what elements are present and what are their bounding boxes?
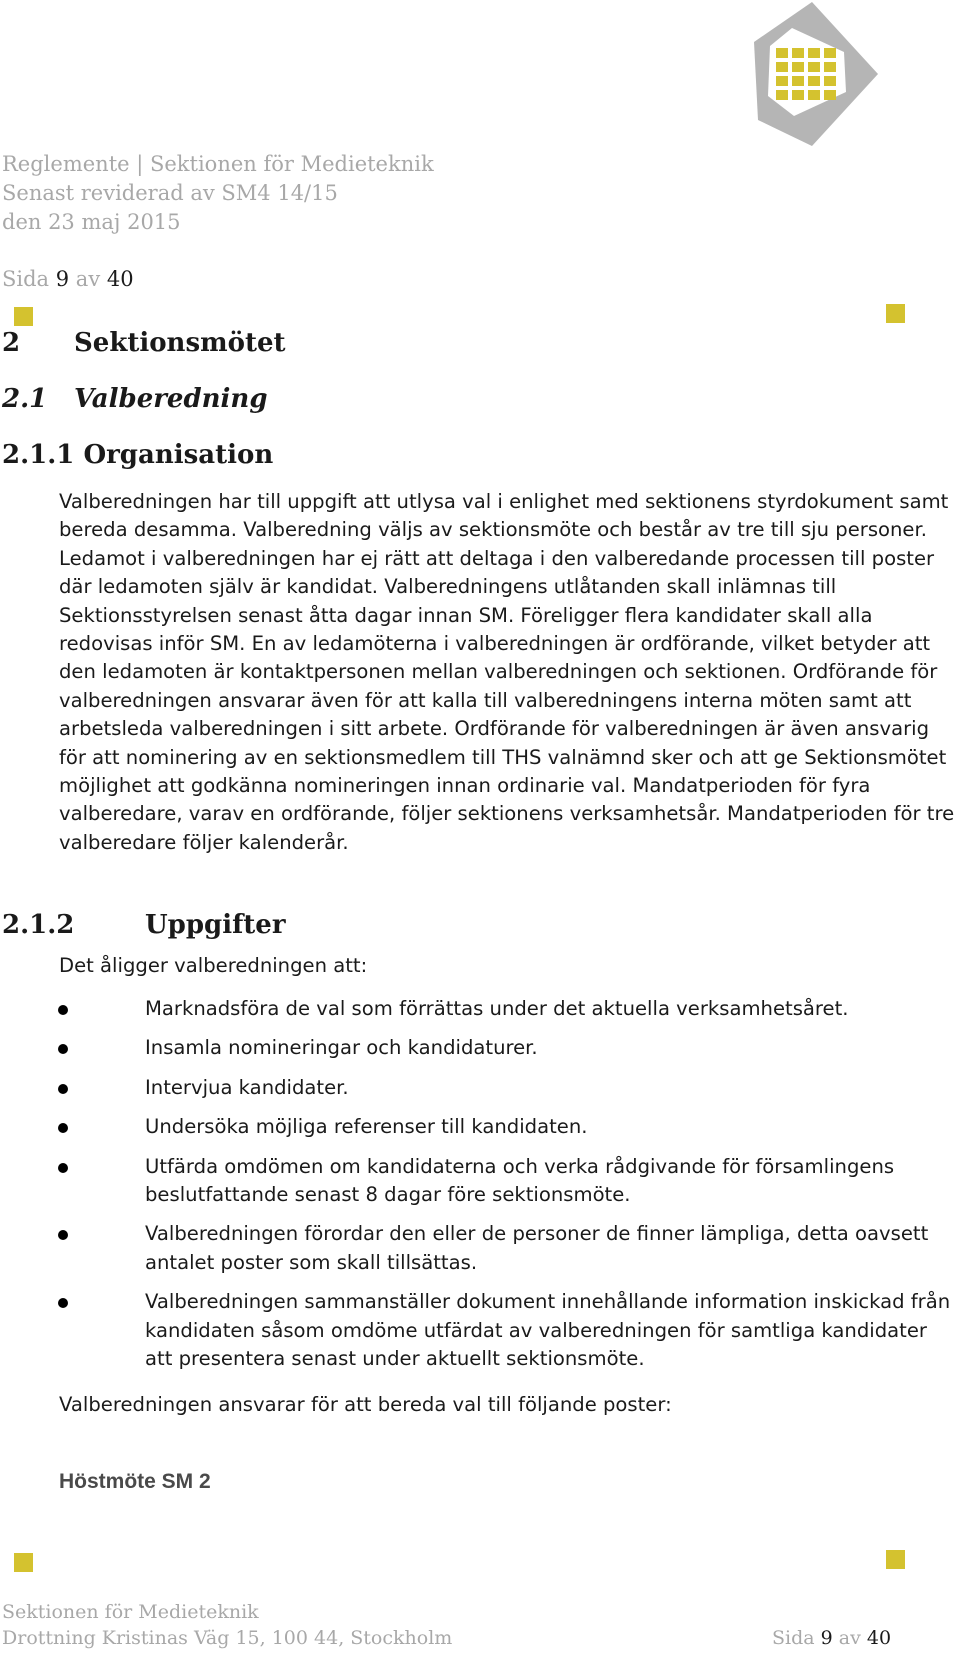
footer-page-number: [772, 1625, 891, 1651]
heading-level3-title: Organisation: [83, 440, 274, 470]
heading-level2-title: Valberedning: [74, 384, 268, 414]
heading-level1-title: Sektionsmötet: [74, 328, 286, 358]
organisation-paragraph: Valberedningen har till uppgift att utlysa val i enlighet med sektionens styrdokument samt bereda desamma. Valberedning väljs av sektionsmöte och består av tre till sju personer. Ledamot i valberedningen har ej rätt att deltaga i den valberedande processen till poster där ledamoten själv är kandidat. Valberedningens utlåtanden skall inlämnas till Sektionsstyrelsen senast åtta dagar innan SM. Föreligger flera kandidater skall alla redovisas inför SM. En av ledamöterna i valberedningen är ordförande, vilket betyder att den ledamoten är kontaktpersonen mellan valberedningen och sektionen. Ordförande för valberedningen ansvarar även för att kalla till valberedningens interna möten samt att arbetsleda valberedningen i sitt arbete. Ordförande för valberedningen är även ansvarig för att nominering av en sektionsmedlem till THS valnämnd sker och att ge Sektionsmötet möjlighet att godkänna nomineringen innan ordinarie val. Mandatperioden för fyra valberedare, varav en ordförande, följer sektionens verksamhetsår. Mandatperioden för tre valberedare följer kalenderår.: [59, 490, 955, 854]
heading-level3-uppgifter: [2, 910, 286, 940]
list-item: [0, 1074, 960, 1102]
page-prefix: Sida: [2, 267, 56, 291]
page-total: 40: [106, 267, 134, 291]
uppgifter-closing: Valberedningen ansvarar för att bereda val till följande poster:: [59, 1393, 672, 1416]
page-separator: av: [69, 267, 107, 291]
header-page-number: [2, 264, 134, 294]
footer-org: Sektionen för Medieteknik: [2, 1601, 259, 1623]
bullet-icon: [58, 1298, 68, 1308]
list-item: [0, 1288, 960, 1373]
list-item: [0, 1034, 960, 1062]
bullet-icon: [58, 1230, 68, 1240]
bullet-icon: [58, 1005, 68, 1015]
footer-page-prefix: Sida: [772, 1627, 821, 1649]
page-current: 9: [55, 267, 70, 291]
list-item: [0, 1220, 960, 1277]
footer-page-separator: av: [832, 1627, 867, 1649]
list-item-text: Utfärda omdömen om kandidaterna och verka rådgivande för församlingens beslutfattande senast 8 dagar före sektionsmöte.: [145, 1154, 895, 1207]
heading-level3-organisation: [2, 440, 273, 470]
footer-address: Drottning Kristinas Väg 15, 100 44, Stockholm: [2, 1627, 453, 1649]
heading-uppgifter-title: Uppgifter: [145, 910, 286, 940]
uppgifter-intro: Det åligger valberedningen att:: [59, 954, 368, 977]
bullet-icon: [58, 1044, 68, 1054]
subheading-hostmote: Höstmöte SM 2: [59, 1470, 211, 1493]
list-item: [0, 1113, 960, 1141]
footer-page-total: 40: [866, 1627, 892, 1649]
uppgifter-list: [0, 995, 960, 1373]
bullet-icon: [58, 1163, 68, 1173]
header-revision: Senast reviderad av SM4 14/15: [2, 181, 338, 205]
bullet-icon: [58, 1123, 68, 1133]
list-item-text: Valberedningen sammanställer dokument innehållande information inskickad från kandidaten såsom omdöme utfärdat av valberedningen för samtliga kandidater att presentera senast under aktuellt sektionsmöte.: [145, 1290, 951, 1371]
header-date: den 23 maj 2015: [2, 210, 181, 234]
list-item: [0, 995, 960, 1023]
heading-level2: [2, 384, 268, 414]
accent-square-bottom-right: [886, 1550, 905, 1569]
footer-page-current: 9: [820, 1627, 833, 1649]
heading-level1-number: 2: [2, 328, 21, 358]
accent-square-top-right: [886, 304, 905, 323]
accent-square-bottom-left: [14, 1553, 33, 1572]
bullet-icon: [58, 1084, 68, 1094]
list-item-text: Undersöka möjliga referenser till kandidaten.: [145, 1115, 588, 1139]
accent-square-top-left: [14, 307, 33, 326]
list-item-text: Marknadsföra de val som förrättas under det aktuella verksamhetsåret.: [145, 997, 849, 1020]
section-logo-icon: [752, 0, 880, 148]
heading-level1: [2, 328, 286, 358]
list-item: [0, 1153, 960, 1210]
heading-level2-number: 2.1: [2, 384, 48, 414]
list-item-text: Intervjua kandidater.: [145, 1075, 349, 1099]
header-title: Reglemente | Sektionen för Medieteknik: [2, 152, 434, 176]
list-item-text: Insamla nomineringar och kandidaturer.: [145, 1036, 538, 1060]
heading-uppgifter-number: 2.1.2: [2, 910, 75, 940]
list-item-text: Valberedningen förordar den eller de personer de finner lämpliga, detta oavsett antalet poster som skall tillsättas.: [145, 1222, 929, 1274]
heading-level3-number: 2.1.1: [2, 440, 75, 470]
